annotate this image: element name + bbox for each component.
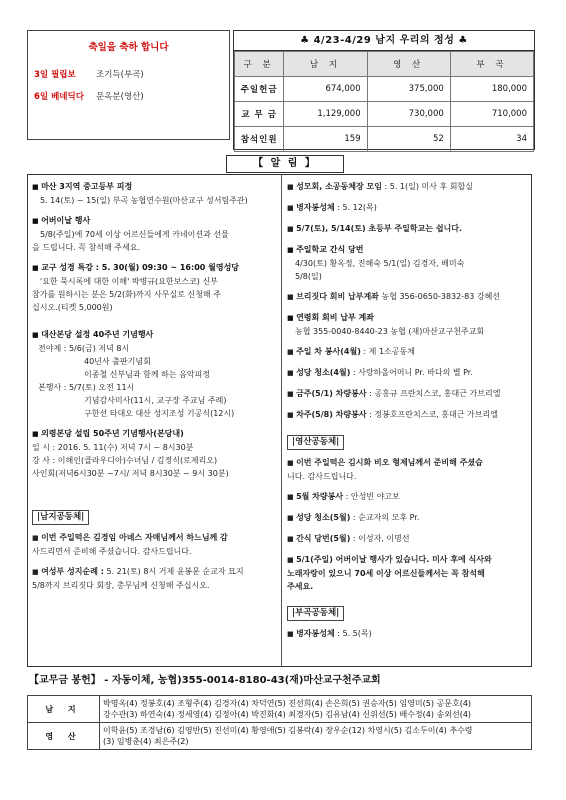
announcement-title: ■ 의령본당 설립 50주년 기념행사(본당내)	[32, 427, 278, 441]
announcement-title: ■ 병자봉성체	[287, 629, 335, 638]
offering-row-label: 참석인원	[235, 127, 284, 152]
offering-table	[234, 51, 534, 152]
announcement-text: 5. 14(토) ~ 15(일) 부곡 농협연수원(마산교구 성서팀주관)	[40, 196, 248, 205]
announcement-text: : 사랑하올어머니 Pr. 바다의 별 Pr.	[350, 368, 473, 377]
announcement-text: 강 사 : 이해인(클라우디아)수녀님 / 김정식(로제리오)	[32, 456, 218, 465]
announcement-text: 농협 356-0650-3832-83 강혜선	[378, 292, 501, 301]
announcement-title: ■ 5/1(주일) 어버이날 행사가 있습니다. 미사 후에 식사와	[287, 555, 492, 564]
offering-box	[233, 30, 535, 150]
announcement-title: ■ 연령회 회비 납부 계좌	[287, 311, 529, 325]
offering-cell: 159	[284, 127, 367, 152]
offering-cell: 730,000	[367, 102, 450, 127]
cleaning-row	[28, 696, 532, 723]
cleaning-names-line: 박명옥(4) 정봉호(4) 조형주(4) 김경자(4) 차덕연(5) 진선희(4) 손은희(5) 권승자(5) 임영미(5) 공문호(4)	[103, 699, 472, 708]
cleaning-zone: 남 지	[28, 696, 100, 723]
announcement-item	[287, 345, 529, 359]
feast-day-title: 축일을 축하 합니다	[88, 42, 169, 53]
announcement-item	[287, 408, 529, 422]
announcement-text: 사인회(저녁6시30분 ~7시/ 저녁 8시30분 ~ 9시 30분)	[32, 469, 229, 478]
announcement-text: 5. 21(토) 8시 거제 윤봉문 순교자 묘지	[103, 567, 244, 576]
offering-row-label: 주일헌금	[235, 77, 284, 102]
feast-day-row	[34, 63, 223, 85]
offering-cell: 180,000	[450, 77, 533, 102]
offering-cell: 34	[450, 127, 533, 152]
feast-day-date: 6일 베네딕다	[34, 92, 84, 102]
announcement-title: ■ 주일 차 봉사(4월)	[287, 347, 361, 356]
announcement-title: ■ 성당 청소(5월)	[287, 513, 350, 522]
announcement-item	[32, 214, 278, 254]
offering-title: ♣ 4/23-4/29 남지 우리의 정성 ♣	[234, 31, 534, 51]
announcement-text: 5/8까지 브리짓다 회장, 총무님께 신청해 주십시오.	[32, 581, 210, 590]
announcement-title: ■ 병자봉성체	[287, 203, 335, 212]
announcement-title: ■ 금주(5/1) 차량봉사	[287, 389, 367, 398]
announcement-text: 이종철 신부님과 함께 하는 음악피정	[84, 370, 211, 379]
announcement-text: : 5. 1(일) 미사 후 회합실	[381, 182, 473, 191]
announcement-item	[287, 366, 529, 380]
community-section-header: |영산공동체|	[287, 435, 344, 450]
cleaning-zone: 영 산	[28, 723, 100, 750]
announcement-text: 5/8(일)	[295, 272, 322, 281]
offering-header-row	[235, 52, 534, 77]
announcement-text: 을 드립니다. 꼭 참석해 주세요.	[32, 243, 140, 252]
offering-cell: 710,000	[450, 102, 533, 127]
announcement-text: 주세요.	[287, 582, 314, 591]
announcement-item	[287, 456, 529, 483]
offering-row	[235, 77, 534, 102]
announcement-title: ■ 이번 주일떡은 김경임 아녜스 자매님께서 하느님께 감	[32, 533, 228, 542]
offering-cell: 52	[367, 127, 450, 152]
announcement-item	[32, 531, 278, 558]
announcement-text: 노래자랑이 있으니 70세 이상 어르신들께서는 꼭 참석해	[287, 569, 485, 578]
announcement-text: 니다. 감사드립니다.	[287, 472, 357, 481]
announcement-title: ■ 어버이날 행사	[32, 214, 278, 228]
column-divider	[281, 174, 282, 667]
announcement-text: 5/8(주일)에 70세 이상 어르신들에게 카네이션과 선물	[40, 230, 229, 239]
announcement-title: ■ 교구 성경 특강 : 5. 30(월) 09:30 ~ 16:00 월영성당	[32, 261, 278, 275]
cleaning-names-line: (3) 임병춘(4) 최은주(2)	[103, 737, 189, 746]
cleaning-row	[28, 723, 532, 750]
announcement-text: 기념감사미사(11시, 교구장 주교님 주례)	[84, 396, 227, 405]
announcement-title: ■ 대산본당 설정 40주년 기념행사	[32, 328, 278, 342]
announcements-header: 【 알 림 】	[226, 155, 344, 173]
announcement-title: ■ 성모회, 소공동체장 모임	[287, 182, 382, 191]
announcement-title: ■ 5/7(토), 5/14(토) 초등부 주일학교는 쉽니다.	[287, 224, 462, 233]
community-section-header: |남지공동체|	[32, 510, 89, 525]
offering-cell: 375,000	[367, 77, 450, 102]
announcement-text: 사드리면서 준비해 주셨습니다. 감사드립니다.	[32, 547, 192, 556]
announcement-item	[287, 180, 529, 194]
tithe-bank-info: 【교무금 봉헌】 - 자동이체, 농협)355-0014-8180-43(재)마산교구천주교회	[29, 675, 381, 686]
announcement-item	[287, 532, 529, 546]
cleaning-names	[100, 723, 532, 750]
feast-day-box	[27, 30, 230, 140]
offering-row	[235, 102, 534, 127]
announcement-item	[287, 553, 529, 593]
feast-day-date: 3일 필립보	[34, 70, 76, 80]
announcement-title: ■ 이번 주일떡은 김시화 비오 형제님께서 준비해 주셨습	[287, 458, 483, 467]
offering-header-cell: 구 분	[235, 52, 284, 77]
announcement-text: 본행사 : 5/7(토) 오전 11시	[38, 383, 135, 392]
offering-header-cell: 남 지	[284, 52, 367, 77]
announcement-text: : 이성자, 이명선	[350, 534, 410, 543]
announcement-text: 참가를 원하시는 분은 5/2(화)까지 사무실로 신청해 주	[32, 290, 221, 299]
announcement-title: ■ 여성부 성지순례 :	[32, 567, 104, 576]
offering-header-cell: 영 산	[367, 52, 450, 77]
announcement-text: : 5. 5(목)	[334, 629, 372, 638]
community-section-header: |부곡공동체|	[287, 606, 344, 621]
offering-cell: 1,129,000	[284, 102, 367, 127]
announcement-title: ■ 성당 청소(4월)	[287, 368, 350, 377]
feast-day-row	[34, 85, 223, 107]
offering-row	[235, 127, 534, 152]
offering-header-cell: 부 곡	[450, 52, 533, 77]
announcement-item	[32, 427, 278, 480]
feast-day-names: 조기득(부곡)	[96, 70, 144, 80]
offering-cell: 674,000	[284, 77, 367, 102]
announcement-item	[287, 311, 529, 338]
cleaning-duty-table	[27, 695, 532, 750]
announcement-text: 십시오.(티켓 5,000원)	[32, 303, 113, 312]
announcement-title: ■ 주일학교 간식 당번	[287, 243, 529, 257]
announcement-text: : 제 1소공동체	[360, 347, 415, 356]
announcements-left-column	[32, 180, 278, 599]
announcement-text: 일 시 : 2016. 5. 11(수) 저녁 7시 ~ 8시30분	[32, 443, 194, 452]
announcement-item	[287, 201, 529, 215]
announcement-title: ■ 간식 당번(5월)	[287, 534, 350, 543]
announcement-title: ■ 마산 3지역 중고등부 피정	[32, 180, 278, 194]
announcement-item	[32, 261, 278, 314]
announcement-item	[32, 565, 278, 592]
announcement-text: 40년사 출판기념회	[84, 357, 151, 366]
announcement-item	[32, 328, 278, 420]
announcement-item	[32, 180, 278, 207]
announcement-text: '요한 묵시록에 대한 이해' 박병규(요한보스코) 신부	[40, 277, 218, 286]
announcement-text: : 정봉호프란치스코, 홍대근 가브리엘	[366, 410, 498, 419]
announcement-text: 농협 355-0040-8440-23 농협 (재)마산교구천주교회	[295, 327, 485, 336]
announcement-text: 4/30(토) 황옥정, 진해숙 5/1(일) 김경자, 배미숙	[295, 259, 465, 268]
announcement-item	[287, 222, 529, 236]
announcements-right-column	[287, 180, 529, 648]
announcement-text: 전야제 : 5/6(금) 저녁 8시	[38, 344, 130, 353]
announcement-title: ■ 브리짓다 회비 납부계좌	[287, 292, 379, 301]
cleaning-names-line: 이학윤(5) 조경남(6) 김영반(5) 진선미(4) 황영애(5) 김봉락(4) 장우순(12) 차영시(5) 김소두이(4) 추수령	[103, 726, 473, 735]
announcement-title: ■ 차주(5/8) 차량봉사	[287, 410, 367, 419]
announcement-text: 구한선 타대오 대산 성지조성 기공식(12시)	[84, 409, 235, 418]
announcement-text: : 순교자의 모후 Pr.	[350, 513, 420, 522]
announcement-text: : 안성빈 야고보	[343, 492, 400, 501]
announcement-item	[287, 627, 529, 641]
announcement-item	[287, 511, 529, 525]
announcement-item	[287, 290, 529, 304]
announcement-item	[287, 387, 529, 401]
announcement-item	[287, 490, 529, 504]
announcement-text: : 5. 12(목)	[334, 203, 377, 212]
cleaning-names	[100, 696, 532, 723]
announcement-title: ■ 5월 차량봉사	[287, 492, 343, 501]
announcement-text: : 공홍규 프란치스코, 홍대근 가브리엘	[366, 389, 501, 398]
offering-row-label: 교 무 금	[235, 102, 284, 127]
cleaning-names-line: 강수관(3) 하연숙(4) 정세영(4) 김정아(4) 박진화(4) 최경자(5) 김유남(4) 신위선(5) 배수정(4) 송외선(4)	[103, 710, 472, 719]
feast-day-names: 문옥분(영산)	[96, 92, 144, 102]
announcement-item	[287, 243, 529, 283]
